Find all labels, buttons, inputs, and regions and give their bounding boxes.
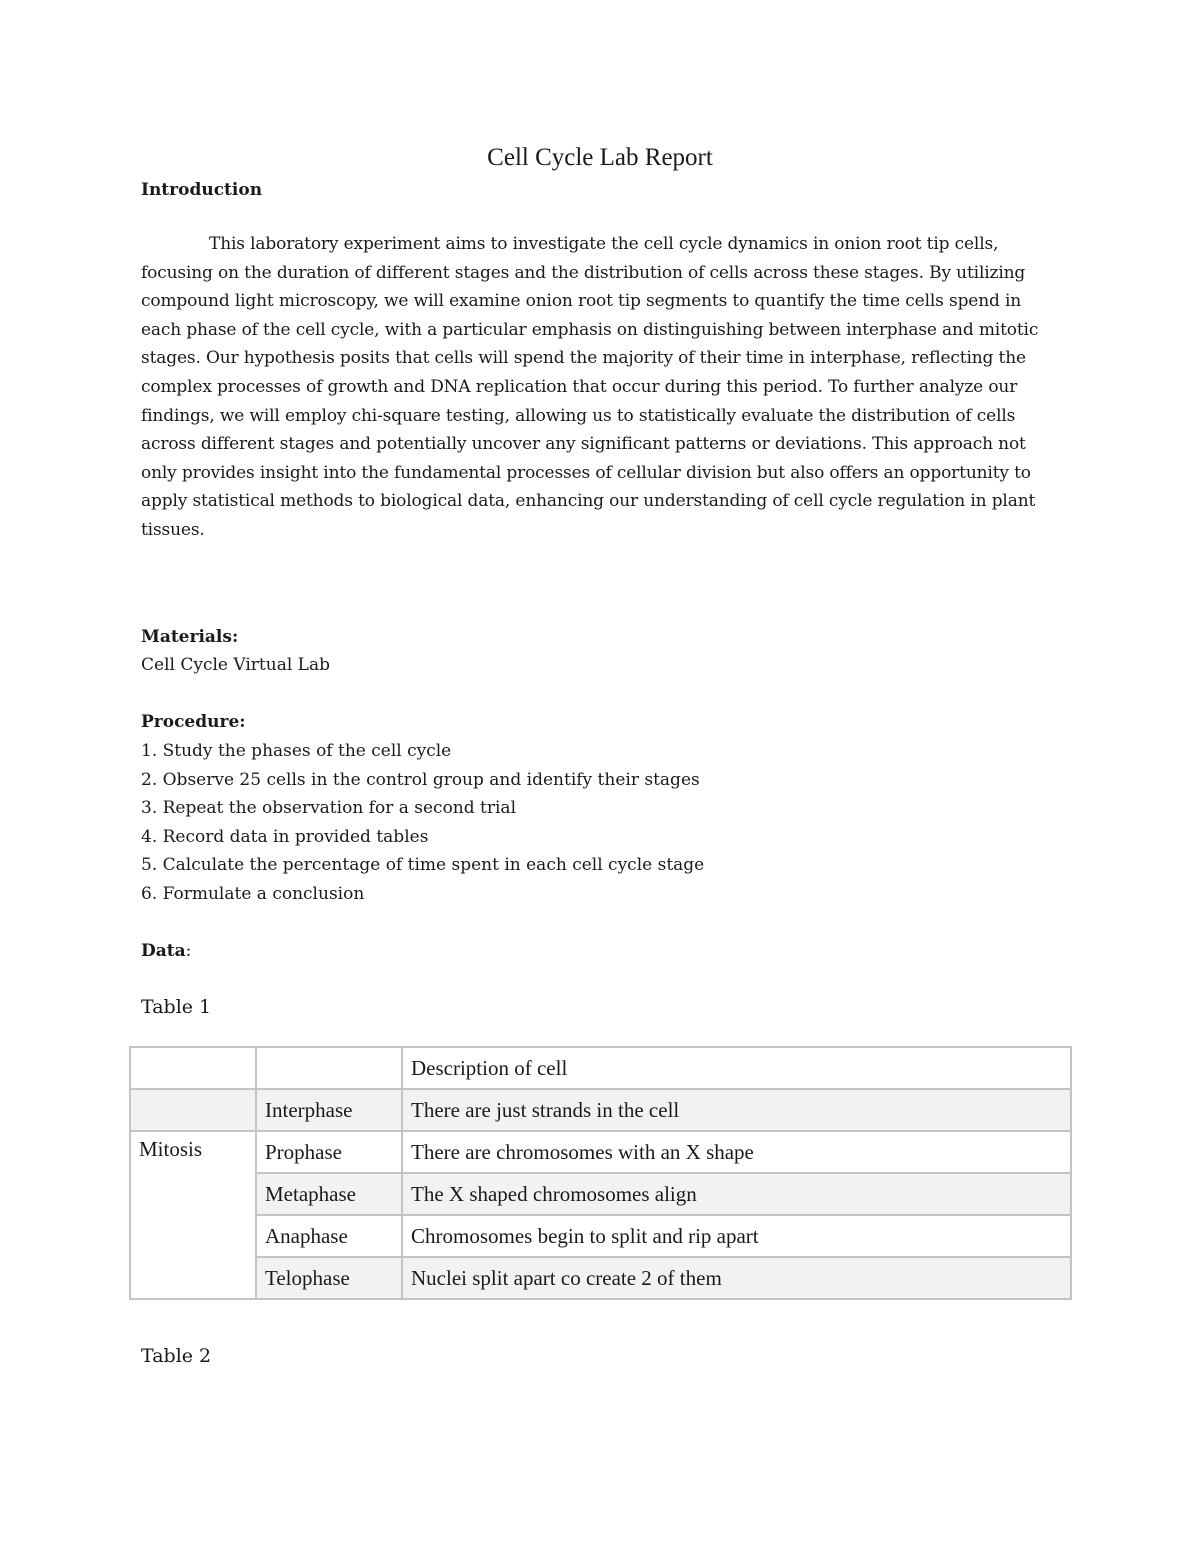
group-cell: Mitosis bbox=[130, 1131, 256, 1299]
introduction-heading: Introduction bbox=[141, 180, 263, 200]
description-cell: The X shaped chromosomes align bbox=[402, 1173, 1071, 1215]
table-row bbox=[130, 1215, 1071, 1257]
data-heading: Data bbox=[141, 941, 186, 961]
stage-cell: Telophase bbox=[256, 1257, 402, 1299]
table1-label: Table 1 bbox=[141, 996, 212, 1018]
description-cell: Chromosomes begin to split and rip apart bbox=[402, 1215, 1071, 1257]
description-cell: There are chromosomes with an X shape bbox=[402, 1131, 1071, 1173]
procedure-steps bbox=[141, 737, 704, 908]
procedure-step: 1. Study the phases of the cell cycle bbox=[141, 741, 452, 761]
procedure-step: 2. Observe 25 cells in the control group and identify their stages bbox=[141, 769, 700, 790]
introduction-paragraph: This laboratory experiment aims to investigate the cell cycle dynamics in onion root tip cells, focusing on the duration of different stages and the distribution of cells across these stages. By utilizing compound light microscopy, we will examine onion root tip segments to quantify the time cells spend in each phase of the cell cycle, with a particular emphasis on distinguishing between interphase and mitotic stages. Our hypothesis posits that cells will spend the majority of their time in interphase, reflecting the complex processes of growth and DNA replication that occur during this period. To further analyze our findings, we will employ chi-square testing, allowing us to statistically evaluate the distribution of cells across different stages and potentially uncover any significant patterns or deviations. This approach not only provides insight into the fundamental processes of cellular division but also offers an opportunity to apply statistical methods to biological data, enhancing our understanding of cell cycle regulation in plant tissues. bbox=[141, 234, 1039, 540]
table-row bbox=[130, 1131, 1071, 1173]
description-cell: Nuclei split apart co create 2 of them bbox=[402, 1257, 1071, 1299]
table1 bbox=[129, 1046, 1072, 1300]
data-heading-colon: : bbox=[185, 941, 192, 961]
data-heading-line bbox=[141, 937, 191, 966]
table-cell: Description of cell bbox=[402, 1047, 1071, 1089]
table2-label: Table 2 bbox=[141, 1345, 212, 1367]
procedure-step: 4. Record data in provided tables bbox=[141, 826, 429, 847]
procedure-step: 6. Formulate a conclusion bbox=[141, 883, 365, 904]
table-cell bbox=[130, 1047, 256, 1089]
table-row bbox=[130, 1173, 1071, 1215]
table-header-row bbox=[130, 1047, 1071, 1089]
stage-cell: Anaphase bbox=[256, 1215, 402, 1257]
materials-text: Cell Cycle Virtual Lab bbox=[141, 655, 330, 675]
materials-heading: Materials: bbox=[141, 627, 239, 647]
stage-cell: Prophase bbox=[256, 1131, 402, 1173]
description-cell: There are just strands in the cell bbox=[402, 1089, 1071, 1131]
procedure-heading: Procedure: bbox=[141, 712, 246, 732]
stage-cell: Metaphase bbox=[256, 1173, 402, 1215]
table-row bbox=[130, 1257, 1071, 1299]
table-cell-empty bbox=[130, 1089, 256, 1131]
stage-cell: Interphase bbox=[256, 1089, 402, 1131]
report-title: Cell Cycle Lab Report bbox=[487, 144, 713, 171]
procedure-step: 3. Repeat the observation for a second trial bbox=[141, 798, 517, 818]
table-row bbox=[130, 1089, 1071, 1131]
procedure-step: 5. Calculate the percentage of time spent in each cell cycle stage bbox=[141, 855, 705, 875]
table-cell bbox=[256, 1047, 402, 1089]
